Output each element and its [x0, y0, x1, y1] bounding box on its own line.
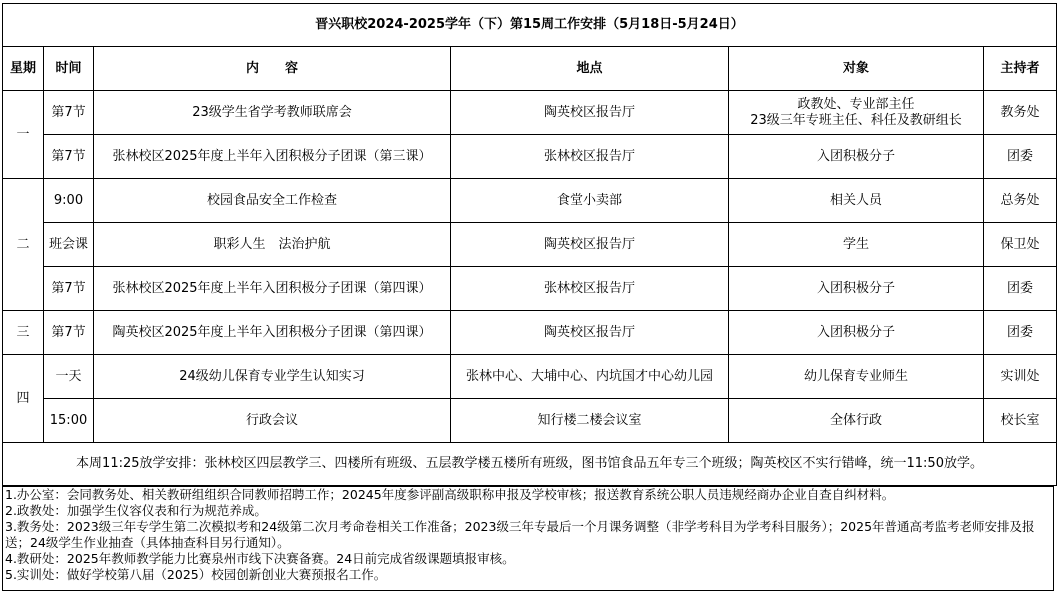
host-cell: 教务处 [984, 91, 1057, 135]
target-cell: 入团积极分子 [729, 267, 984, 311]
host-cell: 团委 [984, 135, 1057, 179]
time-cell: 第7节 [44, 135, 94, 179]
header-day: 星期 [3, 47, 44, 91]
host-cell: 保卫处 [984, 223, 1057, 267]
location-cell: 食堂小卖部 [451, 179, 729, 223]
work-notes [2, 486, 1054, 591]
header-row [3, 47, 1057, 91]
day-cell-wed: 三 [3, 311, 44, 355]
note-item: 5.实训处：做好学校第八届（2025）校园创新创业大赛预报名工作。 [5, 567, 387, 582]
table-row [3, 223, 1057, 267]
day-cell-mon: 一 [3, 91, 44, 179]
dismissal-note: 本周11:25放学安排：张林校区四层教学三、四楼所有班级、五层教学楼五楼所有班级，图书馆食品五年专三个班级；陶英校区不实行错峰，统一11:50放学。 [3, 443, 1057, 486]
header-location: 地点 [451, 47, 729, 91]
header-target: 对象 [729, 47, 984, 91]
content-cell: 行政会议 [94, 399, 451, 443]
time-cell: 第7节 [44, 311, 94, 355]
table-row [3, 311, 1057, 355]
host-cell: 总务处 [984, 179, 1057, 223]
header-host: 主持者 [984, 47, 1057, 91]
note-item: 3.教务处：2023级三年专学生第二次模拟考和24级第二次月考命卷相关工作准备；2023级三年专最后一个月课务调整（非学考科目为学考科目服务）；2025年普通高考监考老师安排及报送；24级学生作业抽查（具体抽查科目另行通知）。 [5, 519, 1035, 550]
target-cell: 学生 [729, 223, 984, 267]
content-cell: 陶英校区2025年度上半年入团积极分子团课（第四课） [94, 311, 451, 355]
note-item: 1.办公室：会同教务处、相关教研组组织合同教师招聘工作；20245年度参评副高级职称申报及学校审核；报送教育系统公职人员违规经商办企业自查自纠材料。 [5, 487, 895, 502]
page-title: 晋兴职校2024-2025学年（下）第15周工作安排（5月18日-5月24日） [3, 4, 1057, 47]
location-cell: 张林中心、大埔中心、内坑国才中心幼儿园 [451, 355, 729, 399]
time-cell: 班会课 [44, 223, 94, 267]
content-cell: 校园食品安全工作检查 [94, 179, 451, 223]
header-time: 时间 [44, 47, 94, 91]
time-cell: 第7节 [44, 267, 94, 311]
target-line: 政教处、专业部主任 [797, 96, 915, 112]
host-cell: 团委 [984, 267, 1057, 311]
content-cell: 张林校区2025年度上半年入团积极分子团课（第三课） [94, 135, 451, 179]
table-row [3, 267, 1057, 311]
table-row [3, 399, 1057, 443]
location-cell: 张林校区报告厅 [451, 267, 729, 311]
note-item: 4.教研处：2025年教师教学能力比赛泉州市线下决赛备赛。24日前完成省级课题填报审核。 [5, 551, 515, 566]
day-cell-tue: 二 [3, 179, 44, 311]
content-cell: 23级学生省学考教师联席会 [94, 91, 451, 135]
target-cell: 入团积极分子 [729, 135, 984, 179]
table-row [3, 355, 1057, 399]
target-cell: 入团积极分子 [729, 311, 984, 355]
host-cell: 团委 [984, 311, 1057, 355]
table-row [3, 135, 1057, 179]
schedule-table [2, 3, 1057, 486]
time-cell: 9:00 [44, 179, 94, 223]
content-cell: 张林校区2025年度上半年入团积极分子团课（第四课） [94, 267, 451, 311]
schedule-sheet [2, 3, 1056, 486]
location-cell: 张林校区报告厅 [451, 135, 729, 179]
day-cell-thu: 四 [3, 355, 44, 443]
location-cell: 知行楼二楼会议室 [451, 399, 729, 443]
location-cell: 陶英校区报告厅 [451, 311, 729, 355]
content-cell: 24级幼儿保育专业学生认知实习 [94, 355, 451, 399]
time-cell: 一天 [44, 355, 94, 399]
location-cell: 陶英校区报告厅 [451, 223, 729, 267]
target-cell: 全体行政 [729, 399, 984, 443]
host-cell: 实训处 [984, 355, 1057, 399]
table-row [3, 179, 1057, 223]
target-cell: 幼儿保育专业师生 [729, 355, 984, 399]
target-cell [729, 91, 984, 135]
target-cell: 相关人员 [729, 179, 984, 223]
location-cell: 陶英校区报告厅 [451, 91, 729, 135]
time-cell: 15:00 [44, 399, 94, 443]
time-cell: 第7节 [44, 91, 94, 135]
target-line: 23级三年专班主任、科任及教研组长 [750, 112, 962, 128]
note-item: 2.政教处：加强学生仪容仪表和行为规范养成。 [5, 503, 267, 518]
header-content: 内 容 [94, 47, 451, 91]
host-cell: 校长室 [984, 399, 1057, 443]
content-cell: 职彩人生 法治护航 [94, 223, 451, 267]
table-row [3, 91, 1057, 135]
